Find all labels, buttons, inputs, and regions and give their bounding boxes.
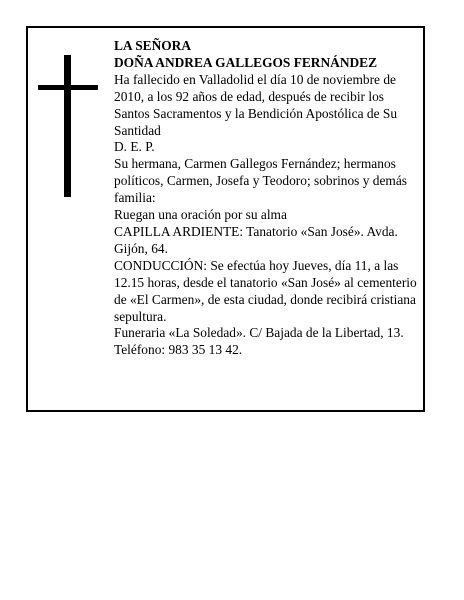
notice-title: LA SEÑORA xyxy=(114,38,192,53)
chapel-info: CAPILLA ARDIENTE: Tanatorio «San José». Avda. Gijón, 64. xyxy=(114,223,398,256)
cross-horizontal-bar xyxy=(38,85,98,90)
funeral-home-info: Funeraria «La Soledad». C/ Bajada de la Libertad, 13. Teléfono: 983 35 13 42. xyxy=(114,325,404,358)
prayer-request: Ruegan una oración por su alma xyxy=(114,207,287,223)
rest-in-peace: D. E. P. xyxy=(114,139,155,155)
cross-vertical-bar xyxy=(64,55,71,197)
obituary-text xyxy=(114,38,422,359)
family-members: Su hermana, Carmen Gallegos Fernández; hermanos políticos, Carmen, Josefa y Teodoro; sobrinos y demás familia: xyxy=(114,156,407,206)
death-statement: Ha fallecido en Valladolid el día 10 de noviembre de 2010, a los 92 años de edad, después de recibir los Santos Sacramentos y la Bendición Apostólica de Su Santidad xyxy=(114,71,398,138)
procession-info: CONDUCCIÓN: Se efectúa hoy Jueves, día 11, a las 12.15 horas, desde el tanatorio «San José» al cementerio de «El Carmen», de esta ciudad, donde recibirá cristiana sepultura. xyxy=(114,257,417,324)
deceased-name: DOÑA ANDREA GALLEGOS FERNÁNDEZ xyxy=(114,54,378,70)
